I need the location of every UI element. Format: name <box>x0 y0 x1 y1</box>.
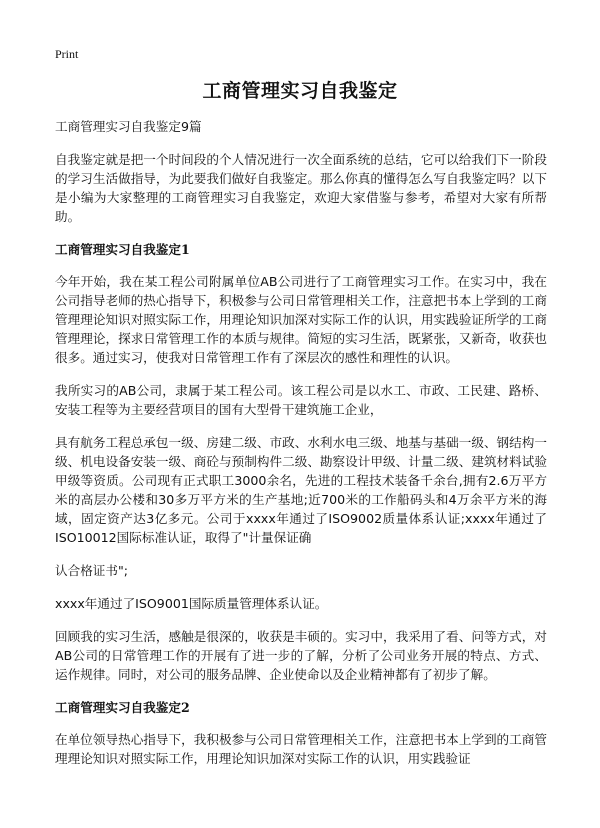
paragraph: 回顾我的实习生活，感触是很深的，收获是丰硕的。实习中，我采用了看、问等方式，对AB公司的日常管理工作的开展有了进一步的了解，分析了公司业务开展的特点、方式、运作规律。同时，对公司的服务品牌、企业使命以及企业精神都有了初步了解。 <box>55 629 547 682</box>
paragraph: 今年开始，我在某工程公司附属单位AB公司进行了工商管理实习工作。在实习中，我在公司指导老师的热心指导下，积极参与公司日常管理相关工作，注意把书本上学到的工商管理理论知识对照实际工作，用理论知识加深对实际工作的认识，用实践验证所学的工商管理理论，探求日常管理工作的本质与规律。简短的实习生活，既紧张，又新奇，收获也很多。通过实习，使我对日常管理工作有了深层次的感性和理性的认识。 <box>55 274 547 365</box>
paragraph: 我所实习的AB公司，隶属于某工程公司。该工程公司是以水工、市政、工民建、路桥、安装工程等为主要经营项目的国有大型骨干建筑施工企业， <box>55 383 547 417</box>
section-heading-2: 工商管理实习自我鉴定2 <box>55 700 190 715</box>
paragraph: 认合格证书"; <box>55 563 129 578</box>
page-title: 工商管理实习自我鉴定 <box>202 80 398 102</box>
paragraph: 在单位领导热心指导下，我积极参与公司日常管理相关工作，注意把书本上学到的工商管理理论知识对照实际工作，用理论知识加深对实际工作的认识，用实践验证 <box>55 732 547 766</box>
article-body <box>55 117 547 782</box>
section-heading-1: 工商管理实习自我鉴定1 <box>55 242 190 257</box>
intro-paragraph: 自我鉴定就是把一个时间段的个人情况进行一次全面系统的总结，它可以给我们下一阶段的学习生活做指导，为此要我们做好自我鉴定。那么你真的懂得怎么写自我鉴定吗？以下是小编为大家整理的工商管理实习自我鉴定，欢迎大家借鉴与参考，希望对大家有所帮助。 <box>55 152 547 224</box>
paragraph: 具有航务工程总承包一级、房建二级、市政、水利水电三级、地基与基础一级、钢结构一级、机电设备安装一级、商砼与预制构件二级、勘察设计甲级、计量二级、建筑材料试验甲级等资质。公司现有正式职工3000余名，先进的工程技术装备千余台,拥有2.6万平方米的高层办公楼和30多万平方米的生产基地;近700米的工作船码头和4万余平方米的海域，固定资产达3亿多元。公司于xxxx年通过了ISO9002质量体系认证;xxxx年通过了ISO10012国际标准认证，取得了"计量保证确 <box>55 435 547 545</box>
print-link[interactable]: Print <box>55 47 79 61</box>
paragraph: xxxx年通过了ISO9001国际质量管理体系认证。 <box>55 596 328 611</box>
article-subtitle: 工商管理实习自我鉴定9篇 <box>55 119 202 134</box>
